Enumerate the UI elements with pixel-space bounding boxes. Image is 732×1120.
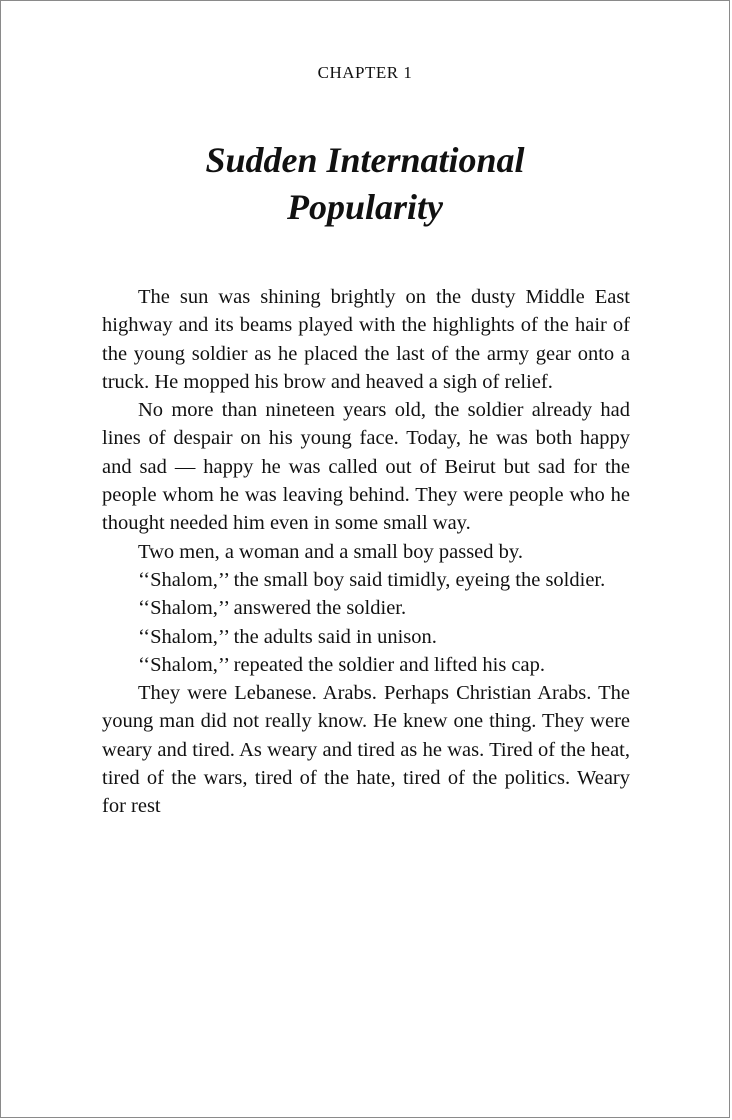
chapter-label: CHAPTER 1 [317,63,413,82]
paragraph: ‘‘Shalom,’’ the adults said in unison. [138,625,437,648]
paragraph: ‘‘Shalom,’’ repeated the soldier and lifted his cap. [138,653,545,676]
paragraph: They were Lebanese. Arabs. Perhaps Christian Arabs. The young man did not really know. He knew one thing. They were weary and tired. As weary and tired as he was. Tired of the heat, tired of the wars, tired of the hate, tired of the politics. Weary for rest [102,682,630,818]
paragraph: ‘‘Shalom,’’ answered the soldier. [138,597,407,620]
paragraph: The sun was shining brightly on the dusty Middle East highway and its beams played with the highlights of the hair of the young soldier as he placed the last of the army gear onto a truck. He mopped his brow and heaved a sigh of relief. [102,286,630,393]
body-text [102,283,630,821]
paragraph: No more than nineteen years old, the soldier already had lines of despair on his young face. Today, he was both happy and sad — happy he was called out of Beirut but sad for the people whom he was leaving behind. They were people who he thought needed him even in some small way. [102,399,630,535]
paragraph: ‘‘Shalom,’’ the small boy said timidly, eyeing the soldier. [138,568,606,591]
chapter-title [1,137,729,231]
chapter-title-line-1: Sudden International [205,140,525,180]
paragraph: Two men, a woman and a small boy passed by. [138,540,523,563]
chapter-title-line-2: Popularity [286,187,443,227]
